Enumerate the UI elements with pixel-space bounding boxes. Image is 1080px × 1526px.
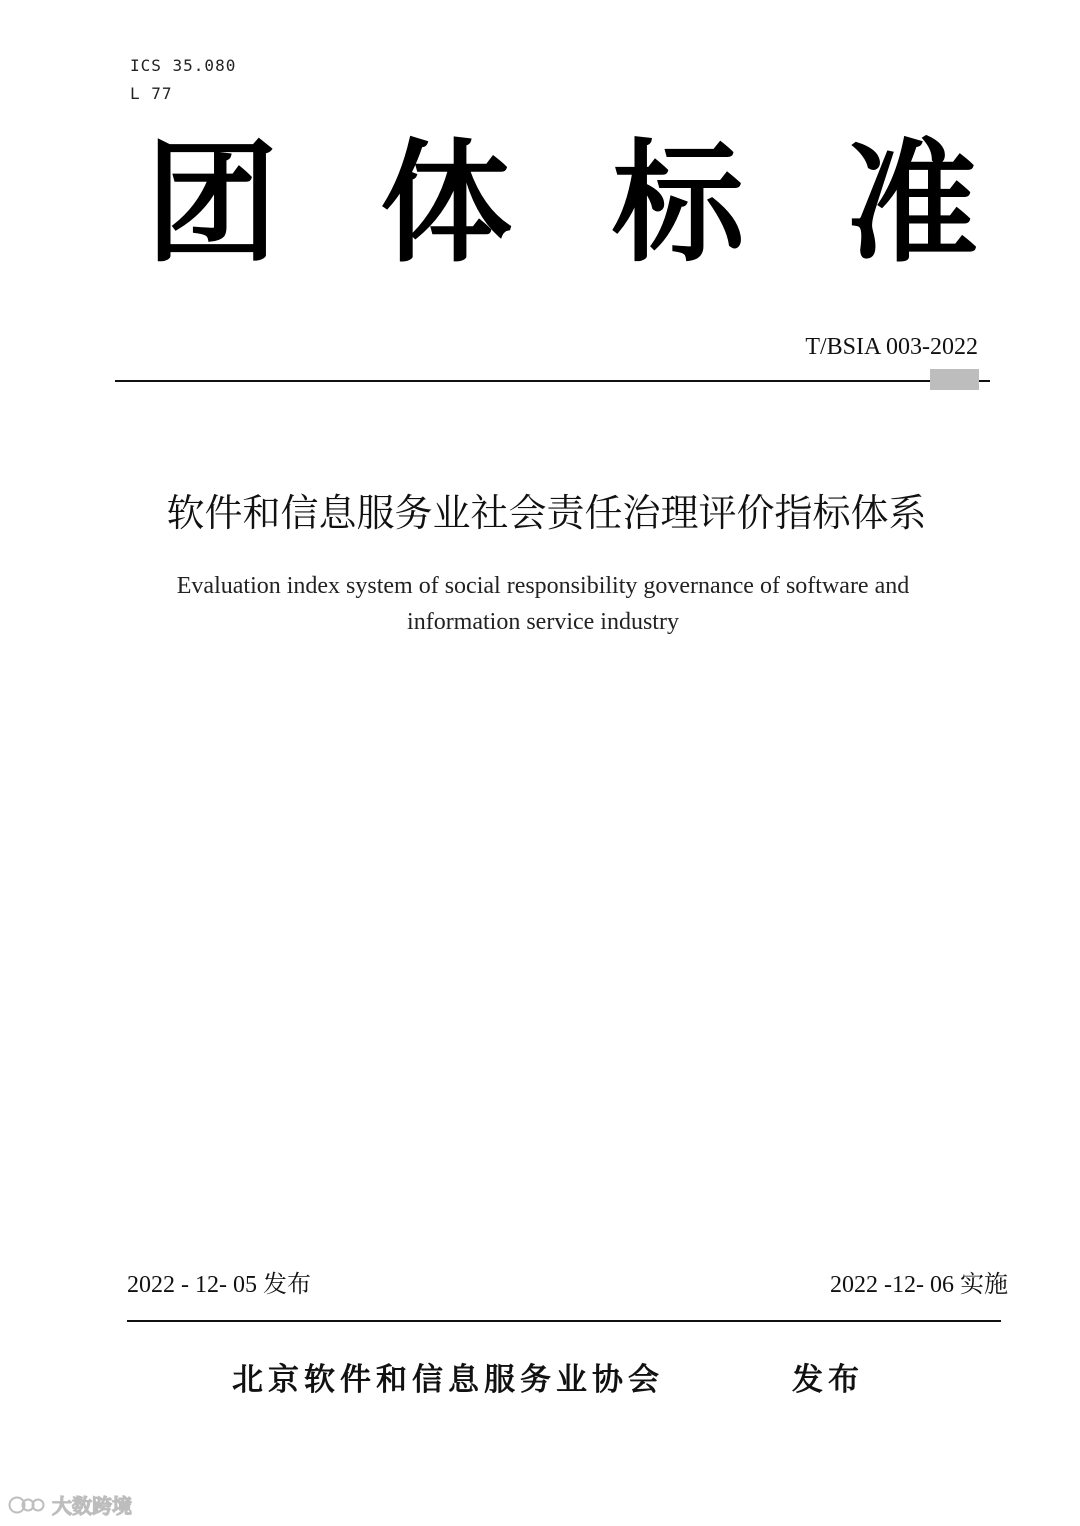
publisher-action: 发布 [792,1362,864,1398]
watermark [8,1490,132,1519]
ics-code: ICS 35.080 [130,56,237,75]
header-divider [115,380,990,382]
standard-type-char: 准 [846,127,978,281]
watermark-text: 大数跨境 [52,1494,132,1518]
logo-icon [8,1492,48,1518]
standard-type-char: 团 [146,127,278,281]
title-chinese: 软件和信息服务业社会责任治理评价指标体系 [166,491,927,535]
standard-number: T/BSIA 003-2022 [805,334,978,360]
standard-type-char: 标 [612,127,744,281]
footer-divider [127,1320,1001,1322]
standard-type-char: 体 [380,127,512,281]
implement-date: 2022 -12- 06 实施 [830,1272,1008,1298]
ccs-code: L 77 [130,84,173,103]
publisher-name: 北京软件和信息服务业协会 [232,1362,664,1398]
title-english: Evaluation index system of social responsibility governance of software and information service industry [176,573,910,635]
gray-marker [930,369,979,390]
publish-date: 2022 - 12- 05 发布 [127,1272,311,1298]
